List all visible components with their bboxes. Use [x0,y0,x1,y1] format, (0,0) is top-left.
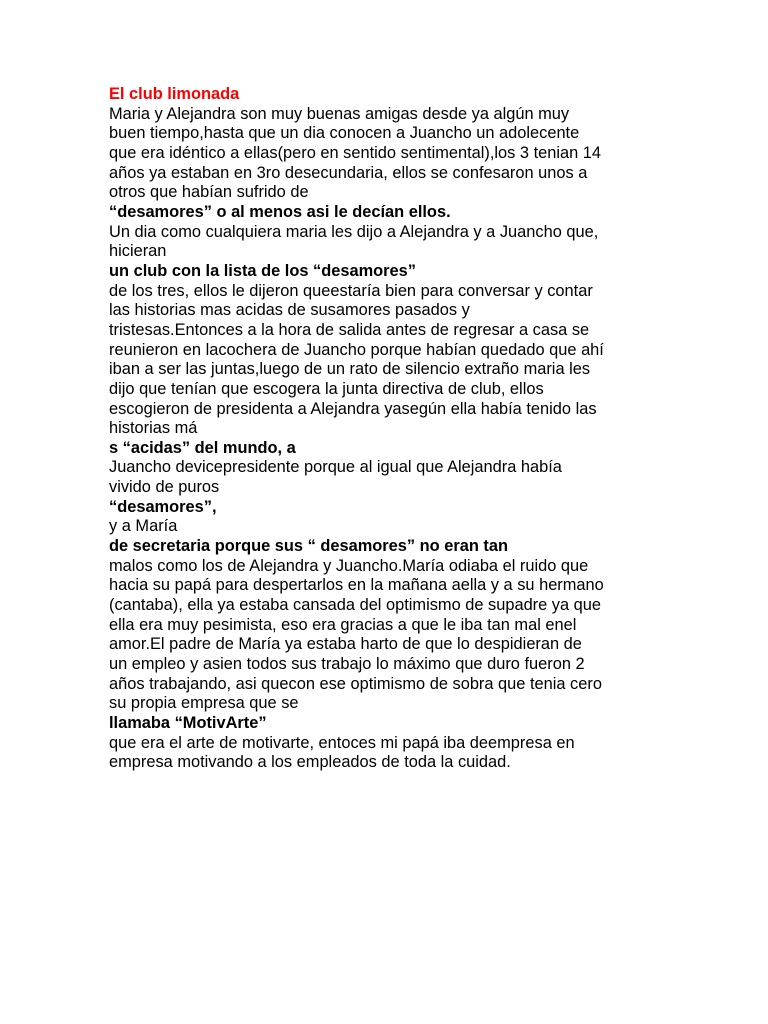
text-line: s “acidas” del mundo, a [109,438,296,457]
text-line: las historias mas acidas de susamores pasados y [109,301,470,320]
text-line: amor.El padre de María ya estaba harto de que lo despidieran de [109,635,582,654]
text-line: que era el arte de motivarte, entoces mi papá iba deempresa en [109,733,575,752]
text-line: años trabajando, asi quecon ese optimismo de sobra que tenia cero [109,674,602,693]
text-line: y a María [109,517,178,536]
text-line: ella era muy pesimista, eso era gracias a que le iba tan mal enel [109,615,577,634]
text-line: empresa motivando a los empleados de toda la cuidad. [109,753,511,772]
text-line: (cantaba), ella ya estaba cansada del optimismo de supadre ya que [109,596,602,615]
text-line: escogieron de presidenta a Alejandra yasegún ella había tenido las [109,399,597,418]
text-line: un empleo y asien todos sus trabajo lo máximo que duro fueron 2 [109,655,585,674]
text-line: años ya estaban en 3ro desecundaria, ellos se confesaron unos a [109,163,588,182]
text-line: llamaba “MotivArte” [109,714,267,732]
text-line: reunieron en lacochera de Juancho porque habían quedado que ahí [109,340,604,359]
text-line: Maria y Alejandra son muy buenas amigas desde ya algún muy [109,104,570,123]
text-line: malos como los de Alejandra y Juancho.María odiaba el ruido que [109,556,589,575]
text-line: “desamores” o al menos asi le decían ellos. [109,202,451,221]
text-line: dijo que tenían que escogera la junta directiva de club, ellos [109,379,544,398]
text-line: Juancho devicepresidente porque al igual que Alejandra había [109,458,562,477]
text-line: Un dia como cualquiera maria les dijo a Alejandra y a Juancho que, [109,222,599,241]
document-body [109,85,669,773]
text-line: un club con la lista de los “desamores” [109,261,416,280]
text-line: hicieran [109,242,167,261]
text-line: que era idéntico a ellas(pero en sentido sentimental),los 3 tenian 14 [109,143,602,162]
text-line: “desamores”, [109,497,217,516]
document-title: El club limonada [109,85,240,103]
text-line: historias má [109,419,198,438]
text-line: buen tiempo,hasta que un dia conocen a Juancho un adolecente [109,124,580,143]
text-line: tristesas.Entonces a la hora de salida antes de regresar a casa se [109,320,590,339]
text-line: de los tres, ellos le dijeron queestaría bien para conversar y contar [109,281,593,300]
text-line: su propia empresa que se [109,694,299,713]
text-line: otros que habían sufrido de [109,183,309,202]
text-line: hacia su papá para despertarlos en la mañana aella y a su hermano [109,576,604,595]
text-line: iban a ser las juntas,luego de un rato de silencio extraño maria les [109,360,591,379]
text-line: vivido de puros [109,478,220,497]
paragraph-lines [109,105,669,773]
text-line: de secretaria porque sus “ desamores” no eran tan [109,537,508,556]
